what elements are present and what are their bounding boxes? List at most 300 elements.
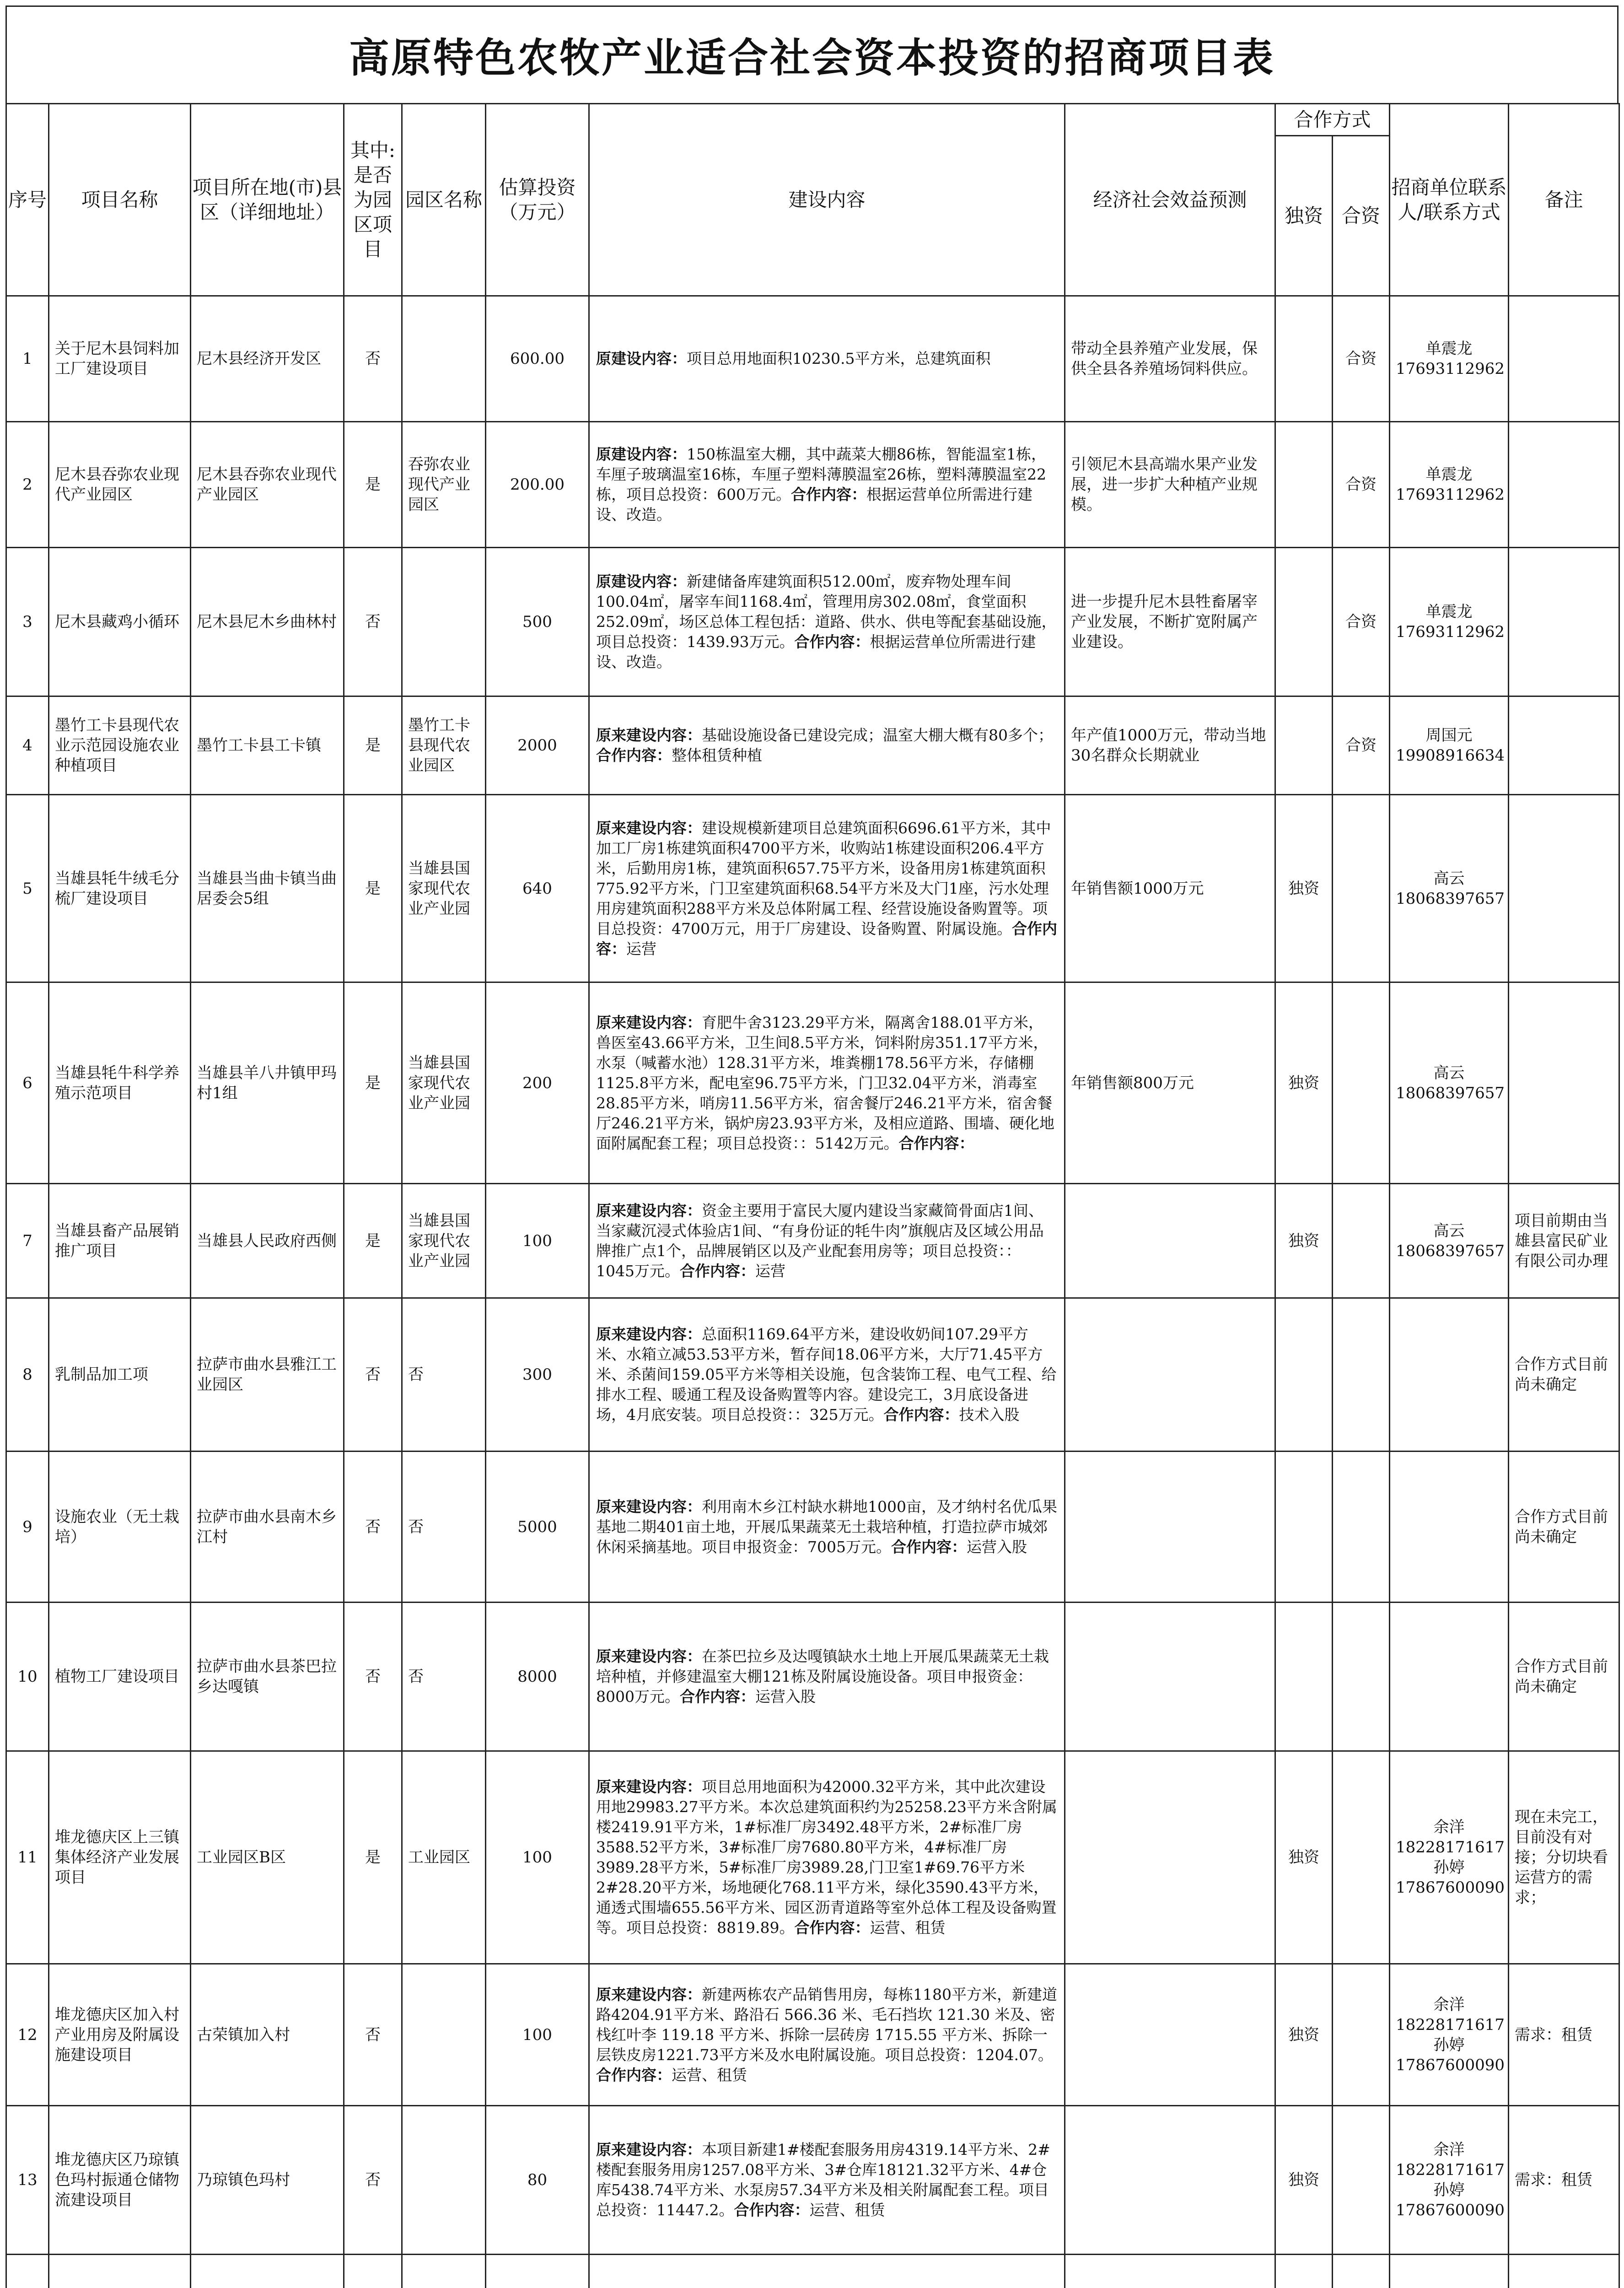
row-investment: 200 xyxy=(522,1074,552,1092)
row-solo-cell xyxy=(1275,1751,1333,1964)
row-name: 关于尼木县饲料加工厂建设项目 xyxy=(55,340,179,378)
row-joint xyxy=(1333,1238,1389,1244)
header-seq: 序号 xyxy=(6,104,49,296)
row-content-cell xyxy=(589,2255,1065,2288)
row-joint-cell xyxy=(1333,2106,1390,2255)
row-benefit: 带动全县养殖产业发展，保供全县各养殖场饲料供应。 xyxy=(1071,340,1258,378)
row-joint xyxy=(1333,886,1389,891)
row-investment-cell xyxy=(486,2255,589,2288)
row-content xyxy=(590,814,1064,964)
row-remark xyxy=(1509,886,1619,891)
row-solo-cell xyxy=(1275,795,1333,982)
row-content xyxy=(590,1772,1064,1943)
row-name-cell xyxy=(49,296,191,422)
row-seq: 3 xyxy=(22,613,32,631)
row-content xyxy=(590,344,1064,373)
row-park-name xyxy=(403,356,485,362)
row-solo-cell xyxy=(1275,1298,1333,1452)
row-contact: 高云 18068397657 xyxy=(1396,869,1505,908)
row-solo xyxy=(1276,1372,1332,1377)
row-in-park: 是 xyxy=(365,475,381,494)
table-row xyxy=(6,422,1619,548)
content-text-2: 运营 xyxy=(755,1262,785,1280)
row-in-park: 是 xyxy=(365,879,381,898)
row-seq-cell xyxy=(6,1184,49,1298)
row-name-cell xyxy=(49,1964,191,2106)
row-remark xyxy=(1509,356,1619,362)
row-seq: 1 xyxy=(22,350,32,368)
row-investment-cell xyxy=(486,795,589,982)
row-in-park-cell xyxy=(344,422,402,548)
row-investment: 200.00 xyxy=(510,475,565,494)
row-seq: 13 xyxy=(17,2171,38,2189)
header-contact: 招商单位联系人/联系方式 xyxy=(1390,104,1509,296)
row-solo-cell xyxy=(1275,1184,1333,1298)
row-seq: 7 xyxy=(22,1231,32,1250)
content-text: 本项目新建1#楼配套服务用房4319.14平方米、2#楼配套服务用房1257.08平方米、3#仓库18121.32平方米、4#仓库5438.74平方米、水泵房57.34平方米及相关附属配套工程。项目总投资：11447.2。 xyxy=(596,2141,1050,2219)
row-benefit xyxy=(1065,2177,1274,2183)
row-benefit-cell xyxy=(1065,1603,1275,1751)
table-row xyxy=(6,696,1619,795)
header-in-park: 其中:是否为园区项目 xyxy=(344,104,402,296)
row-solo-cell xyxy=(1275,2255,1333,2288)
row-investment: 640 xyxy=(522,879,552,898)
content-label: 原来建设内容： xyxy=(596,819,702,837)
content-label: 原建设内容： xyxy=(596,350,687,367)
row-content-cell xyxy=(589,296,1065,422)
row-in-park: 是 xyxy=(365,736,381,755)
row-contact-cell xyxy=(1390,1184,1509,1298)
content-label-2: 合作内容： xyxy=(883,1406,959,1424)
row-solo: 独资 xyxy=(1288,2025,1319,2044)
row-name: 尼木县藏鸡小循环 xyxy=(55,613,179,631)
row-joint xyxy=(1333,1080,1389,1086)
row-content xyxy=(590,721,1064,770)
row-remark-cell xyxy=(1509,1603,1619,1751)
row-joint-cell xyxy=(1333,1298,1390,1452)
row-location: 古荣镇加入村 xyxy=(197,2025,290,2044)
content-label: 原来建设内容： xyxy=(596,726,702,744)
row-seq-cell xyxy=(6,1603,49,1751)
row-benefit-cell xyxy=(1065,2255,1275,2288)
content-label: 原建设内容： xyxy=(596,572,687,590)
content-text: 项目总用地面积为42000.32平方米，其中此次建设用地29983.27平方米。本次总建筑面积约为25258.23平方米含附属楼2419.91平方米，1#标准厂房3492.48平方米，2#标准厂房3588.52平方米，3#标准厂房7680.80平方米，4#标准厂房3989.28平方米，5#标准厂房3989.28,门卫室1#69.76平方米2#28.20平方米，场地硬化768.11平方米，绿化3590.43平方米，通透式围墙655.56平方米、园区沥青道路等室外总体工程及设备购置等。项目总投资：8819.89。 xyxy=(596,1778,1057,1937)
row-investment-cell xyxy=(486,982,589,1184)
row-location-cell xyxy=(191,795,344,982)
row-remark xyxy=(1509,482,1619,487)
row-location-cell xyxy=(191,1603,344,1751)
row-remark: 现在未完工，目前没有对接；分切块看运营方的需求； xyxy=(1515,1808,1608,1907)
row-contact-cell xyxy=(1390,548,1509,696)
row-remark: 合作方式目前尚未确定 xyxy=(1515,1507,1608,1546)
row-seq: 10 xyxy=(17,1667,38,1686)
row-in-park-cell xyxy=(344,296,402,422)
row-park-name-cell xyxy=(402,2106,486,2255)
row-park-name-cell xyxy=(402,548,486,696)
content-label-2: 合作内容： xyxy=(794,1919,870,1937)
row-content-cell xyxy=(589,1964,1065,2106)
content-text: 基础设施设备已建设完成；温室大棚大概有80多个； xyxy=(702,726,1053,744)
row-solo: 独资 xyxy=(1288,879,1319,898)
row-solo-cell xyxy=(1275,696,1333,795)
row-contact-cell xyxy=(1390,1452,1509,1603)
row-seq-cell xyxy=(6,1452,49,1603)
content-text: 建设规模新建项目总建筑面积6696.61平方米，其中加工厂房1栋建筑面积4700平方米，收购站1栋建设面积206.4平方米，后勤用房1栋，建筑面积657.75平方米，设备用房1栋建筑面积775.92平方米，门卫室建筑面积68.54平方米及大门1座，污水处理用房建筑面积288平方米及总体附属工程、经营设施设备购置等。项目总投资：4700万元，用于厂房建设、设备购置、附属设施。 xyxy=(596,819,1051,938)
row-benefit-cell xyxy=(1065,795,1275,982)
row-in-park-cell xyxy=(344,795,402,982)
row-location-cell xyxy=(191,1751,344,1964)
row-name: 当雄县牦牛绒毛分梳厂建设项目 xyxy=(55,869,179,908)
row-name-cell xyxy=(49,548,191,696)
content-text: 资金主要用于富民大厦内建设当家藏简骨面店1间、当家藏沉浸式体验店1间、“有身份证的牦牛肉”旗舰店及区域公用品牌推广点1个，品牌展销区以及产业配套用房等；项目总投资：：1045万元。 xyxy=(596,1201,1044,1280)
row-remark: 合作方式目前尚未确定 xyxy=(1515,1657,1608,1696)
content-label: 原来建设内容： xyxy=(596,2141,702,2158)
row-benefit xyxy=(1065,1855,1274,1860)
row-name: 乳制品加工项 xyxy=(55,1365,148,1384)
row-remark-cell xyxy=(1509,1184,1619,1298)
row-content-cell xyxy=(589,696,1065,795)
row-park-name-cell xyxy=(402,696,486,795)
row-benefit: 年产值1000万元，带动当地30名群众长期就业 xyxy=(1071,726,1266,765)
row-contact: 余洋 18228171617 孙婷 17867600090 xyxy=(1396,1995,1505,2074)
row-content xyxy=(590,1980,1064,2090)
row-investment-cell xyxy=(486,2106,589,2255)
table-row xyxy=(6,1184,1619,1298)
row-solo: 独资 xyxy=(1288,1231,1319,1250)
content-text-2: 运营、租赁 xyxy=(870,1919,946,1937)
row-seq: 11 xyxy=(17,1848,38,1867)
row-location-cell xyxy=(191,696,344,795)
row-benefit: 引领尼木县高端水果产业发展，进一步扩大种植产业规模。 xyxy=(1071,455,1258,514)
row-in-park-cell xyxy=(344,548,402,696)
row-investment: 300 xyxy=(522,1365,552,1384)
row-park-name xyxy=(403,2177,485,2183)
row-benefit-cell xyxy=(1065,1964,1275,2106)
row-investment: 100 xyxy=(522,2025,552,2044)
row-investment: 2000 xyxy=(517,736,557,755)
content-label-2: 合作内容： xyxy=(596,2066,672,2084)
row-investment-cell xyxy=(486,548,589,696)
row-park-name-cell xyxy=(402,1603,486,1751)
row-park-name-cell xyxy=(402,1452,486,1603)
row-investment-cell xyxy=(486,1603,589,1751)
row-investment: 5000 xyxy=(517,1517,557,1536)
content-text-2: 运营、租赁 xyxy=(809,2201,885,2219)
row-location-cell xyxy=(191,1184,344,1298)
row-content-cell xyxy=(589,1298,1065,1452)
content-label-2: 合作内容： xyxy=(794,633,870,651)
row-park-name: 墨竹工卡县现代农业园区 xyxy=(408,716,470,775)
row-in-park-cell xyxy=(344,1298,402,1452)
row-location: 墨竹工卡县工卡镇 xyxy=(197,736,321,755)
row-joint-cell xyxy=(1333,1751,1390,1964)
content-text-2: 根据运营单位所需进行建设、改造。 xyxy=(596,633,1036,671)
row-in-park-cell xyxy=(344,1964,402,2106)
row-location: 乃琼镇色玛村 xyxy=(197,2171,290,2189)
row-benefit-cell xyxy=(1065,696,1275,795)
row-joint-cell xyxy=(1333,1452,1390,1603)
row-location: 尼木县尼木乡曲林村 xyxy=(197,613,337,631)
row-benefit xyxy=(1065,1238,1274,1244)
row-benefit-cell xyxy=(1065,1751,1275,1964)
project-table xyxy=(5,103,1620,2288)
row-park-name-cell xyxy=(402,422,486,548)
content-text: 在茶巴拉乡及达嘎镇缺水土地上开展瓜果蔬菜无土栽培种植，并修建温室大棚121栋及附属设施设备。项目申报资金：8000万元。 xyxy=(596,1647,1049,1705)
row-remark-cell xyxy=(1509,422,1619,548)
row-location: 当雄县当曲卡镇当曲居委会5组 xyxy=(197,869,337,908)
row-seq-cell xyxy=(6,795,49,982)
table-row xyxy=(6,1964,1619,2106)
table-row xyxy=(6,1751,1619,1964)
row-remark-cell xyxy=(1509,795,1619,982)
row-name-cell xyxy=(49,1184,191,1298)
content-text-2: 整体租赁种植 xyxy=(672,746,762,764)
header-joint: 合资 xyxy=(1333,136,1390,296)
table-row xyxy=(6,2106,1619,2255)
row-contact xyxy=(1390,1524,1508,1530)
row-location-cell xyxy=(191,1452,344,1603)
row-park-name: 工业园区 xyxy=(408,1848,470,1867)
table-row xyxy=(6,1298,1619,1452)
row-remark-cell xyxy=(1509,296,1619,422)
row-solo: 独资 xyxy=(1288,1074,1319,1092)
row-joint-cell xyxy=(1333,296,1390,422)
row-name-cell xyxy=(49,422,191,548)
row-location-cell xyxy=(191,1964,344,2106)
row-location: 尼木县吞弥农业现代产业园区 xyxy=(197,465,337,504)
row-in-park: 否 xyxy=(365,350,381,368)
row-benefit-cell xyxy=(1065,296,1275,422)
row-seq-cell xyxy=(6,296,49,422)
row-location-cell xyxy=(191,2255,344,2288)
row-joint xyxy=(1333,1855,1389,1860)
content-text: 150栋温室大棚，其中蔬菜大棚86栋，智能温室1栋，车厘子玻璃温室16栋，车厘子塑料薄膜温室26栋，塑料薄膜温室22栋，项目总投资：600万元。 xyxy=(596,445,1046,503)
row-contact-cell xyxy=(1390,696,1509,795)
row-location: 工业园区B区 xyxy=(197,1848,286,1867)
row-seq-cell xyxy=(6,2255,49,2288)
content-label: 原来建设内容： xyxy=(596,1778,702,1796)
row-solo xyxy=(1276,619,1332,625)
row-benefit xyxy=(1065,1372,1274,1377)
row-location: 尼木县经济开发区 xyxy=(197,350,321,368)
row-benefit xyxy=(1065,1524,1274,1530)
row-remark-cell xyxy=(1509,696,1619,795)
content-text: 新建两栋农产品销售用房，每栋1180平方米，新建道路4204.91平方米、路沿石 566.36 米、毛石挡坎 121.30 米及、密栈红叶李 119.18 平方米、拆除一层砖房 1715.55 平方米、拆除一层铁皮房1221.73平方米及水电附属设施。项目总投资：1204.07。 xyxy=(596,1985,1057,2064)
row-park-name-cell xyxy=(402,1184,486,1298)
row-joint-cell xyxy=(1333,1184,1390,1298)
row-content-cell xyxy=(589,548,1065,696)
row-benefit-cell xyxy=(1065,1184,1275,1298)
row-name-cell xyxy=(49,982,191,1184)
table-row xyxy=(6,296,1619,422)
row-location-cell xyxy=(191,422,344,548)
row-solo-cell xyxy=(1275,982,1333,1184)
row-in-park: 是 xyxy=(365,1231,381,1250)
row-seq-cell xyxy=(6,422,49,548)
row-seq-cell xyxy=(6,1964,49,2106)
row-remark xyxy=(1509,1080,1619,1086)
content-text-2: 运营入股 xyxy=(966,1538,1027,1556)
row-remark-cell xyxy=(1509,548,1619,696)
row-investment-cell xyxy=(486,1452,589,1603)
row-investment: 100 xyxy=(522,1848,552,1867)
row-name: 当雄县牦牛科学养殖示范项目 xyxy=(55,1063,179,1102)
row-content xyxy=(590,1196,1064,1286)
row-solo-cell xyxy=(1275,1452,1333,1603)
row-contact: 单震龙 17693112962 xyxy=(1396,465,1505,504)
row-content xyxy=(590,1320,1064,1430)
row-remark-cell xyxy=(1509,1298,1619,1452)
row-content-cell xyxy=(589,1751,1065,1964)
row-content xyxy=(590,1492,1064,1562)
row-park-name-cell xyxy=(402,1964,486,2106)
row-contact-cell xyxy=(1390,2106,1509,2255)
row-in-park: 否 xyxy=(365,1667,381,1686)
content-text-2: 根据运营单位所需进行建设、改造。 xyxy=(596,486,1032,523)
row-seq-cell xyxy=(6,696,49,795)
row-name-cell xyxy=(49,795,191,982)
row-investment-cell xyxy=(486,1298,589,1452)
row-in-park: 否 xyxy=(365,2025,381,2044)
row-contact xyxy=(1390,1674,1508,1679)
row-solo: 独资 xyxy=(1288,2171,1319,2189)
row-investment-cell xyxy=(486,422,589,548)
row-in-park: 否 xyxy=(365,1365,381,1384)
row-in-park: 否 xyxy=(365,1517,381,1536)
row-solo-cell xyxy=(1275,2106,1333,2255)
row-location: 当雄县人民政府西侧 xyxy=(197,1231,337,1250)
row-investment: 500 xyxy=(522,613,552,631)
row-name: 尼木县吞弥农业现代产业园区 xyxy=(55,465,179,504)
row-contact-cell xyxy=(1390,1298,1509,1452)
content-text: 项目总用地面积10230.5平方米，总建筑面积 xyxy=(687,350,991,367)
row-solo-cell xyxy=(1275,296,1333,422)
row-seq: 6 xyxy=(22,1074,32,1092)
content-label: 原来建设内容： xyxy=(596,1201,702,1220)
sheet-title: 高原特色农牧产业适合社会资本投资的招商项目表 xyxy=(5,5,1619,103)
row-joint xyxy=(1333,2177,1389,2183)
row-contact-cell xyxy=(1390,296,1509,422)
row-remark-cell xyxy=(1509,2106,1619,2255)
row-contact-cell xyxy=(1390,1603,1509,1751)
content-text: 育肥牛舍3123.29平方米，隔离舍188.01平方米，兽医室43.66平方米，卫生间8.5平方米，饲料附房351.17平方米，水泵（喊蓄水池）128.31平方米，堆粪棚178.56平方米，存储棚1125.8平方米，配电室96.75平方米，门卫32.04平方米，消毒室28.85平方米，哨房11.56平方米，宿舍餐厅246.21平方米，宿舍餐厅246.21平方米，锅炉房23.93平方米，及相应道路、围墙、硬化地面附属配套工程；项目总投资：：5142万元。 xyxy=(596,1013,1054,1152)
row-name-cell xyxy=(49,1298,191,1452)
content-text-2: 运营 xyxy=(626,939,656,958)
row-location-cell xyxy=(191,2106,344,2255)
table-row xyxy=(6,1452,1619,1603)
row-solo xyxy=(1276,1524,1332,1530)
header-coop-group: 合作方式 xyxy=(1275,104,1390,136)
row-solo xyxy=(1276,1674,1332,1679)
header-benefit: 经济社会效益预测 xyxy=(1065,104,1275,296)
row-contact: 高云 18068397657 xyxy=(1396,1063,1505,1102)
content-label: 原建设内容： xyxy=(596,445,687,463)
row-content xyxy=(590,2282,1064,2288)
content-text: 新建储备库建筑面积512.00㎡，废弃物处理车间100.04㎡，屠宰车间1168.4㎡，管理用房302.08㎡，食堂面积252.09㎡，场区总体工程包括：道路、供水、供电等配套基础设施，项目总投资：1439.93万元。 xyxy=(596,572,1057,651)
content-label-2: 合作内容： xyxy=(679,1262,755,1280)
row-joint-cell xyxy=(1333,548,1390,696)
content-text: 利用南木乡江村缺水耕地1000亩，及才纳村名优瓜果基地二期401亩土地，开展瓜果蔬菜无土栽培种植，打造拉萨市城郊休闲采摘基地。项目申报资金：7005万元。 xyxy=(596,1497,1057,1556)
row-remark-cell xyxy=(1509,1452,1619,1603)
row-in-park-cell xyxy=(344,2255,402,2288)
row-seq-cell xyxy=(6,982,49,1184)
row-seq: 4 xyxy=(22,736,32,755)
row-investment-cell xyxy=(486,696,589,795)
row-park-name-cell xyxy=(402,1751,486,1964)
header-park-name: 园区名称 xyxy=(402,104,486,296)
row-investment: 600.00 xyxy=(510,350,565,368)
row-joint-cell xyxy=(1333,795,1390,982)
row-joint-cell xyxy=(1333,1603,1390,1751)
row-content-cell xyxy=(589,1184,1065,1298)
table-row xyxy=(6,795,1619,982)
row-park-name: 否 xyxy=(408,1667,424,1686)
row-seq-cell xyxy=(6,1298,49,1452)
row-in-park: 是 xyxy=(365,1074,381,1092)
row-location: 拉萨市曲水县雅江工业园区 xyxy=(197,1355,337,1394)
row-benefit xyxy=(1065,2032,1274,2038)
row-name: 设施农业（无土栽培） xyxy=(55,1507,179,1546)
row-name: 植物工厂建设项目 xyxy=(55,1667,179,1686)
row-in-park-cell xyxy=(344,982,402,1184)
row-in-park-cell xyxy=(344,1184,402,1298)
row-contact: 单震龙 17693112962 xyxy=(1396,603,1505,641)
row-in-park-cell xyxy=(344,1452,402,1603)
row-contact: 余洋 18228171617 孙婷 17867600090 xyxy=(1396,2141,1505,2219)
row-name-cell xyxy=(49,2255,191,2288)
row-joint: 合资 xyxy=(1345,350,1377,368)
row-investment-cell xyxy=(486,1751,589,1964)
row-contact: 单震龙 17693112962 xyxy=(1396,340,1505,378)
row-seq: 8 xyxy=(22,1365,32,1384)
table-row xyxy=(6,548,1619,696)
row-content-cell xyxy=(589,795,1065,982)
row-park-name: 吞弥农业现代产业园区 xyxy=(408,455,470,514)
row-remark-cell xyxy=(1509,1964,1619,2106)
row-remark-cell xyxy=(1509,982,1619,1184)
row-in-park: 是 xyxy=(365,1848,381,1867)
row-name: 堆龙德庆区上三镇集体经济产业发展项目 xyxy=(55,1828,179,1887)
row-remark: 项目前期由当雄县富民矿业有限公司办理 xyxy=(1515,1211,1608,1270)
content-text-2: 运营、租赁 xyxy=(672,2066,747,2084)
row-solo-cell xyxy=(1275,1603,1333,1751)
row-joint: 合资 xyxy=(1345,613,1377,631)
row-benefit: 年销售额800万元 xyxy=(1071,1074,1194,1092)
row-contact-cell xyxy=(1390,2255,1509,2288)
content-label-2: 合作内容： xyxy=(679,1688,755,1705)
row-contact: 余洋 18228171617 孙婷 17867600090 xyxy=(1396,1818,1505,1897)
row-benefit: 进一步提升尼木县牲畜屠宰产业发展，不断扩宽附属产业建设。 xyxy=(1071,593,1258,651)
row-seq: 2 xyxy=(22,475,32,494)
row-content xyxy=(590,567,1064,677)
content-label-2: 合作内容： xyxy=(891,1538,967,1556)
row-joint xyxy=(1333,1372,1389,1377)
row-content xyxy=(590,2135,1064,2225)
row-joint-cell xyxy=(1333,696,1390,795)
row-benefit-cell xyxy=(1065,982,1275,1184)
row-name: 墨竹工卡县现代农业示范园设施农业种植项目 xyxy=(55,716,179,775)
row-name: 堆龙德庆区乃琼镇色玛村振通仓储物流建设项目 xyxy=(55,2151,179,2209)
row-solo xyxy=(1276,356,1332,362)
content-label-2: 合作内容： xyxy=(596,919,1057,958)
content-label: 原来建设内容： xyxy=(596,1013,702,1031)
row-location-cell xyxy=(191,548,344,696)
content-text-2: 运营入股 xyxy=(755,1688,816,1705)
row-in-park-cell xyxy=(344,1751,402,1964)
row-location: 拉萨市曲水县茶巴拉乡达嘎镇 xyxy=(197,1657,337,1696)
content-label: 原来建设内容： xyxy=(596,1985,702,2003)
row-investment: 8000 xyxy=(517,1667,557,1686)
